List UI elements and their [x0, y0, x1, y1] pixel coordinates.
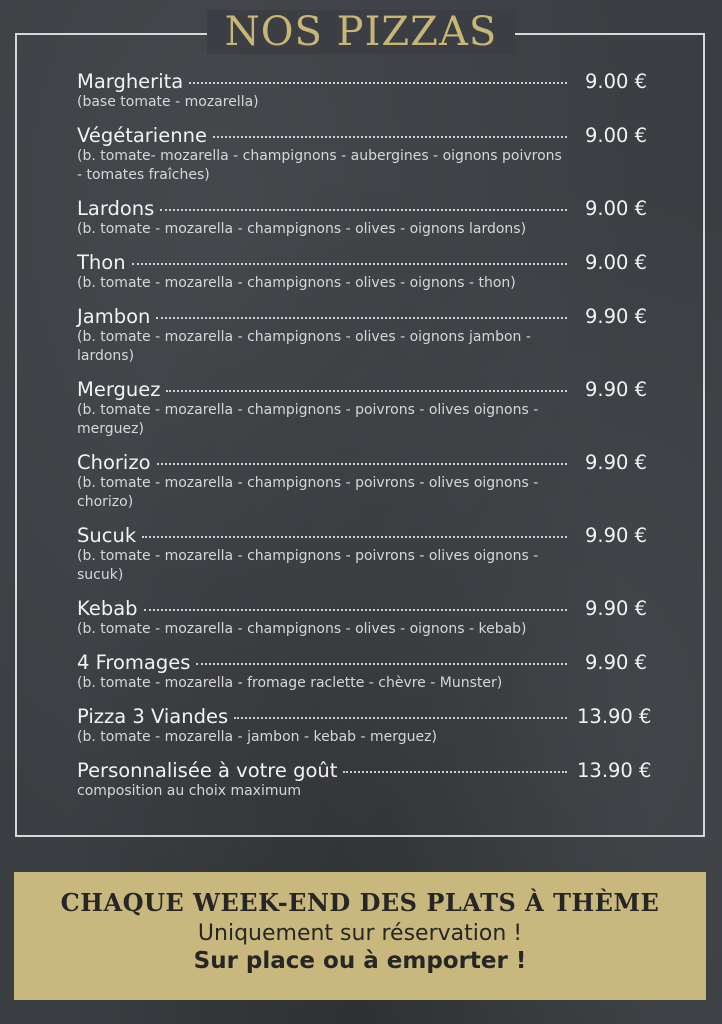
leader-dots	[142, 536, 567, 538]
menu-item	[77, 705, 652, 747]
leader-dots	[189, 82, 567, 84]
menu-item	[77, 305, 647, 366]
leader-dots	[132, 263, 567, 265]
menu-item	[77, 451, 647, 512]
leader-dots	[157, 463, 567, 465]
leader-dots	[156, 317, 567, 319]
item-price: 13.90 €	[577, 759, 652, 782]
item-description: (b. tomate - mozarella - jambon - kebab - merguez)	[77, 729, 437, 745]
item-price: 9.90 €	[584, 305, 647, 328]
item-description: (b. tomate- mozarella - champignons - aubergines - oignons poivrons - tomates fraîches)	[77, 148, 562, 183]
banner-title: CHAQUE WEEK-END DES PLATS À THÈME	[60, 888, 660, 917]
item-name: Personnalisée à votre goût	[77, 759, 338, 782]
leader-dots	[166, 390, 567, 392]
menu-item	[77, 651, 647, 693]
item-name: Pizza 3 Viandes	[77, 705, 229, 728]
leader-dots	[213, 136, 567, 138]
menu-item	[77, 70, 647, 112]
banner-reservation-text: Uniquement sur réservation !	[197, 921, 523, 946]
item-name: Margherita	[77, 70, 184, 93]
weekend-banner	[14, 872, 706, 1000]
menu-item	[77, 378, 647, 439]
item-description: (b. tomate - mozarella - champignons - olives - oignons - thon)	[77, 275, 516, 291]
item-name: Sucuk	[77, 524, 137, 547]
item-name: Jambon	[77, 305, 151, 328]
item-name: Merguez	[77, 378, 161, 401]
item-price: 9.90 €	[584, 651, 647, 674]
item-price: 13.90 €	[577, 705, 652, 728]
item-description: (b. tomate - mozarella - champignons - poivrons - olives oignons - chorizo)	[77, 475, 539, 510]
page-title	[0, 10, 722, 58]
leader-dots	[196, 663, 567, 665]
menu-item	[77, 597, 647, 639]
item-description: (b. tomate - mozarella - champignons - poivrons - olives oignons - merguez)	[77, 402, 539, 437]
item-name: Végétarienne	[77, 124, 207, 147]
leader-dots	[160, 209, 567, 211]
item-name: Lardons	[77, 197, 155, 220]
menu-item	[77, 251, 647, 293]
item-price: 9.00 €	[584, 197, 647, 220]
menu-item	[77, 524, 647, 585]
item-price: 9.90 €	[584, 451, 647, 474]
item-description: (b. tomate - mozarella - champignons - olives - oignons - kebab)	[77, 621, 527, 637]
banner-takeaway-text: Sur place ou à emporter !	[193, 948, 527, 974]
menu-item	[77, 197, 647, 239]
item-name: Thon	[77, 251, 126, 274]
item-description: (b. tomate - mozarella - fromage raclette - chèvre - Munster)	[77, 675, 503, 691]
item-price: 9.00 €	[584, 251, 647, 274]
leader-dots	[234, 717, 567, 719]
item-price: 9.00 €	[584, 124, 647, 147]
item-price: 9.90 €	[584, 597, 647, 620]
item-price: 9.90 €	[584, 378, 647, 401]
item-description: (b. tomate - mozarella - champignons - olives - oignons jambon - lardons)	[77, 329, 531, 364]
menu-item	[77, 759, 652, 801]
item-name: Chorizo	[77, 451, 151, 474]
leader-dots	[144, 609, 567, 611]
item-price: 9.90 €	[584, 524, 647, 547]
leader-dots	[343, 771, 567, 773]
item-description: composition au choix maximum	[77, 783, 302, 799]
pizza-menu	[77, 70, 652, 813]
menu-item	[77, 124, 647, 185]
item-name: Kebab	[77, 597, 138, 620]
item-description: (base tomate - mozarella)	[77, 94, 259, 110]
item-description: (b. tomate - mozarella - champignons - poivrons - olives oignons - sucuk)	[77, 548, 539, 583]
item-name: 4 Fromages	[77, 651, 191, 674]
item-description: (b. tomate - mozarella - champignons - olives - oignons lardons)	[77, 221, 527, 237]
item-price: 9.00 €	[584, 70, 647, 93]
page-title-text: NOS PIZZAS	[207, 10, 516, 54]
